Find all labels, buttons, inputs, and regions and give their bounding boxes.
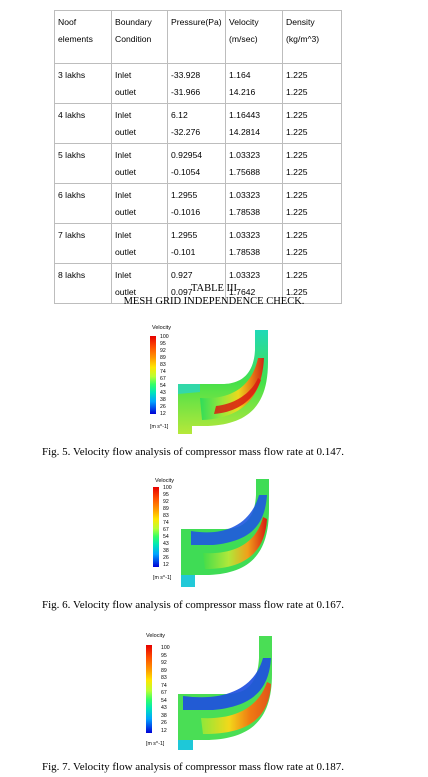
legend-unit: [m s^-1]: [146, 741, 165, 747]
table-row: [55, 184, 342, 224]
contour-region-base: [178, 636, 272, 750]
velocity-contour-plot-6: [143, 475, 283, 587]
legend-title: Velocity: [155, 478, 174, 484]
cell-pressure: -33.928 -31.966: [168, 64, 226, 104]
legend-unit: [m s^-1]: [153, 575, 172, 581]
cell-density: 1.225 1.225: [283, 144, 342, 184]
cell-elements: 8 lakhs: [55, 264, 112, 304]
table-caption-number: TABLE III: [190, 283, 238, 294]
cell-velocity: 1.03323 1.78538: [226, 184, 283, 224]
header-boundary-condition: Boundary Condition: [112, 11, 168, 64]
figure-7-caption: Fig. 7. Velocity flow analysis of compressor mass flow rate at 0.187.: [42, 761, 344, 773]
cell-elements: 5 lakhs: [55, 144, 112, 184]
cell-pressure: 0.92954 -0.1054: [168, 144, 226, 184]
table-row: [55, 64, 342, 104]
cell-density: 1.225 1.225: [283, 264, 342, 304]
cell-boundary-condition: Inlet outlet: [112, 64, 168, 104]
cell-velocity: 1.16443 14.2814: [226, 104, 283, 144]
cell-elements: 6 lakhs: [55, 184, 112, 224]
header-density: Density (kg/m^3): [283, 11, 342, 64]
legend-title: Velocity: [146, 633, 165, 639]
cell-velocity: 1.03323 1.75688: [226, 144, 283, 184]
cell-velocity: 1.03323 1.7642: [226, 264, 283, 304]
cell-pressure: 6.12 -32.276: [168, 104, 226, 144]
table-header-row: [55, 11, 342, 64]
cell-boundary-condition: Inlet outlet: [112, 224, 168, 264]
cell-boundary-condition: Inlet outlet: [112, 184, 168, 224]
velocity-contour-plot-7: [143, 630, 283, 750]
cell-boundary-condition: Inlet outlet: [112, 264, 168, 304]
table-caption: [0, 282, 428, 308]
legend-unit: [m s^-1]: [150, 424, 169, 430]
header-no-of-elements: Noof elements: [55, 11, 112, 64]
cell-velocity: 1.03323 1.78538: [226, 224, 283, 264]
cell-density: 1.225 1.225: [283, 184, 342, 224]
figure-7-velocity-contour: Velocity 100 95 92 89 83 74 67 54 43 38 26 12 [m s^-1]: [143, 630, 283, 750]
header-pressure: Pressure(Pa): [168, 11, 226, 64]
cell-pressure: 1.2955 -0.1016: [168, 184, 226, 224]
table-row: [55, 104, 342, 144]
cell-velocity: 1.164 14.216: [226, 64, 283, 104]
figure-6-velocity-contour: Velocity 100 95 92 89 83 74 67 54 43 38 26 12 [m s^-1]: [143, 475, 283, 587]
cell-elements: 7 lakhs: [55, 224, 112, 264]
cell-pressure: 1.2955 -0.101: [168, 224, 226, 264]
figure-5-velocity-contour: Velocity 100 95 92 89 83 74 67 54 43 38 26 12 [m s^-1]: [140, 322, 280, 434]
header-velocity: Velocity (m/sec): [226, 11, 283, 64]
velocity-contour-plot-5: [140, 322, 280, 434]
legend-title: Velocity: [152, 325, 171, 331]
figure-5-caption: Fig. 5. Velocity flow analysis of compressor mass flow rate at 0.147.: [42, 446, 344, 458]
cell-elements: 4 lakhs: [55, 104, 112, 144]
cell-density: 1.225 1.225: [283, 104, 342, 144]
contour-inlet-region: [178, 740, 193, 750]
figure-6-caption: Fig. 6. Velocity flow analysis of compressor mass flow rate at 0.167.: [42, 599, 344, 611]
table-row: [55, 224, 342, 264]
cell-boundary-condition: Inlet outlet: [112, 104, 168, 144]
contour-inlet-region: [181, 575, 195, 587]
table-caption-title: MESH GRID INDEPENDENCE CHECK.: [123, 296, 305, 307]
table-row: [55, 144, 342, 184]
cell-elements: 3 lakhs: [55, 64, 112, 104]
cell-density: 1.225 1.225: [283, 64, 342, 104]
cell-density: 1.225 1.225: [283, 224, 342, 264]
cell-boundary-condition: Inlet outlet: [112, 144, 168, 184]
mesh-independence-table: [54, 10, 342, 304]
cell-pressure: 0.927 0.097: [168, 264, 226, 304]
